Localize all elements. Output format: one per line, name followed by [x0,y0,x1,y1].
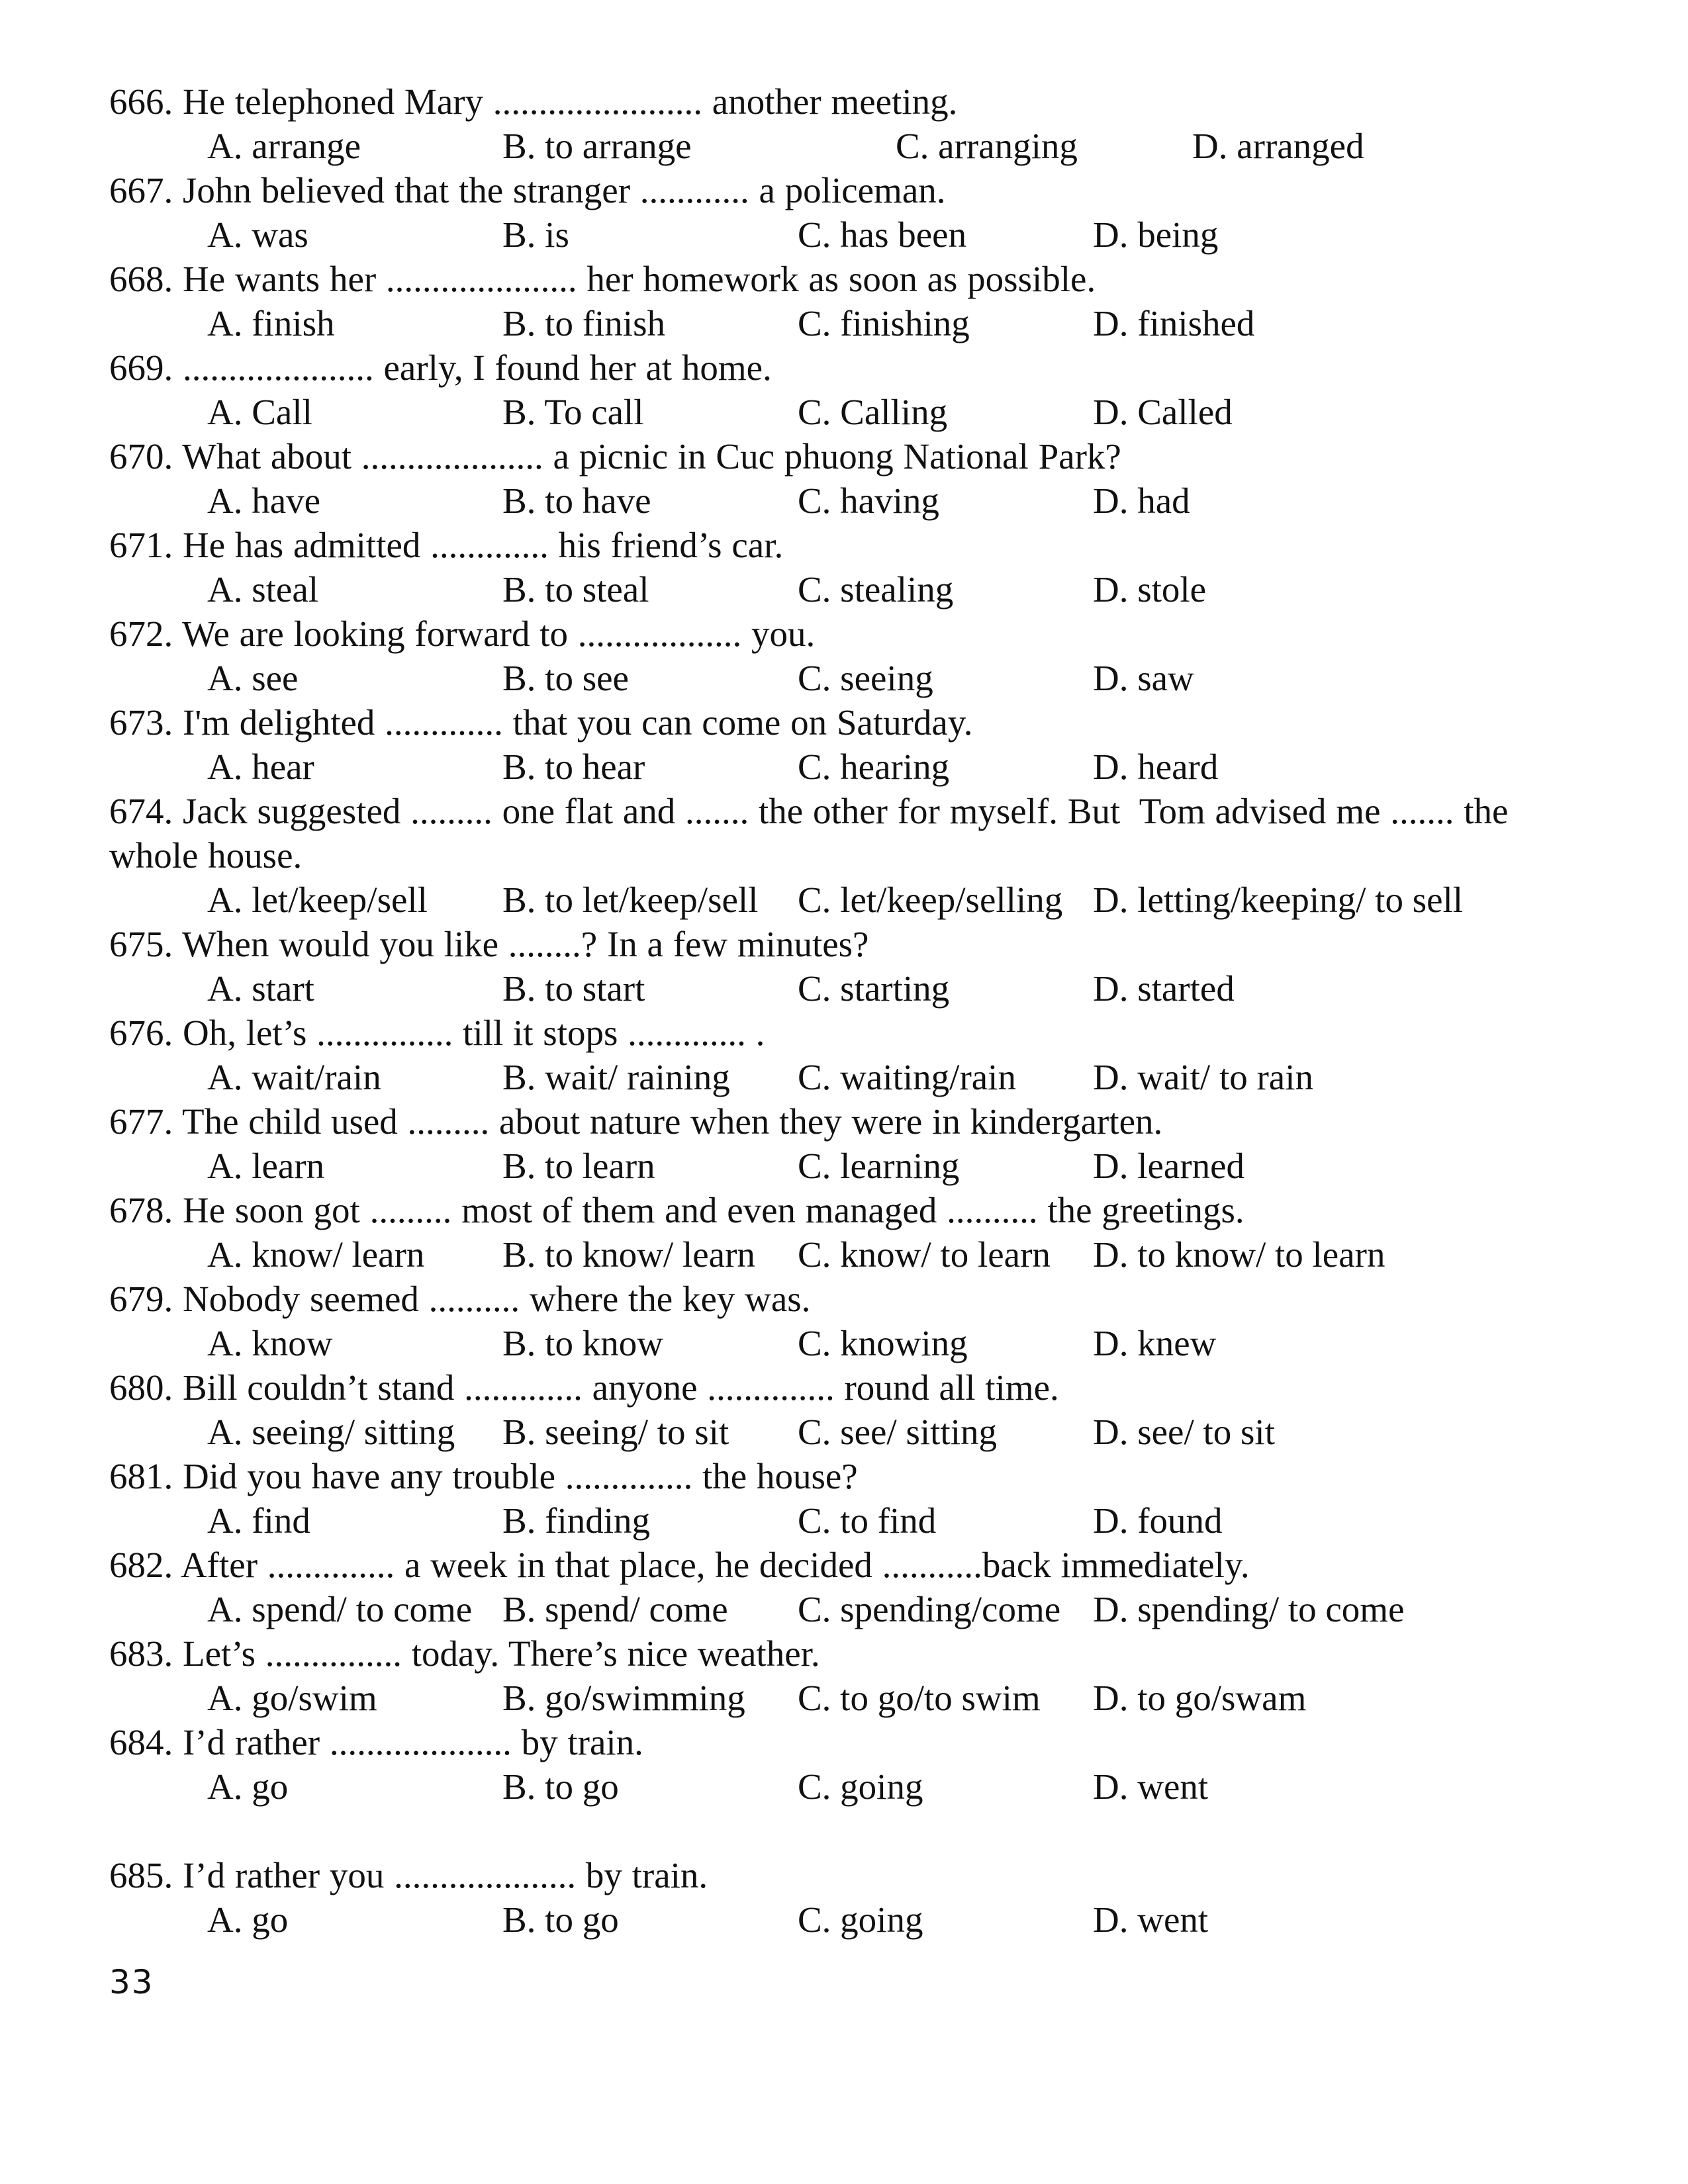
option-c: C. see/ sitting [798,1412,997,1452]
option-b: B. is [502,214,569,255]
question-text: 685. I’d rather you .................... by train. [109,1855,708,1895]
option-b: B. go/swimming [502,1678,745,1718]
answer-options [109,567,1592,612]
option-c: C. know/ to learn [798,1234,1051,1275]
option-c: C. learning [798,1146,960,1186]
question-676 [109,1011,1592,1099]
option-d: D. to go/swam [1093,1678,1307,1718]
question-text: 679. Nobody seemed .......... where the key was. [109,1279,811,1319]
option-b: B. to let/keep/sell [502,880,759,920]
option-c: C. has been [798,214,967,255]
question-text: 680. Bill couldn’t stand ............. anyone .............. round all time. [109,1367,1059,1408]
option-d: D. finished [1093,303,1255,343]
option-a: A. find [207,1500,310,1541]
answer-options [109,1587,1592,1631]
option-a: A. have [207,480,321,521]
option-d: D. learned [1093,1146,1245,1186]
answer-options [109,212,1592,257]
question-text: 667. John believed that the stranger ............ a policeman. [109,170,946,210]
option-d: D. found [1093,1500,1223,1541]
option-d: D. spending/ to come [1093,1589,1405,1629]
question-text: 683. Let’s ............... today. There’s nice weather. [109,1633,820,1674]
question-671 [109,523,1592,612]
option-a: A. arrange [207,126,361,166]
answer-options [109,1321,1592,1365]
option-b: B. wait/ raining [502,1057,730,1097]
option-b: B. to hear [502,747,645,787]
answer-options [109,1055,1592,1099]
question-668 [109,257,1592,345]
option-a: A. start [207,968,314,1009]
option-a: A. let/keep/sell [207,880,428,920]
option-d: D. to know/ to learn [1093,1234,1385,1275]
question-675 [109,922,1592,1011]
option-d: D. being [1093,214,1219,255]
option-b: B. seeing/ to sit [502,1412,729,1452]
question-672 [109,612,1592,700]
option-a: A. see [207,658,299,698]
answer-options [109,1232,1592,1277]
option-b: B. spend/ come [502,1589,728,1629]
question-text: 684. I’d rather .................... by train. [109,1722,643,1762]
option-b: B. finding [502,1500,651,1541]
option-d: D. heard [1093,747,1219,787]
question-text: 673. I'm delighted ............. that you can come on Saturday. [109,702,973,743]
option-d: D. knew [1093,1323,1217,1363]
option-d: D. letting/keeping/ to sell [1093,880,1464,920]
blank-line [109,1809,1592,1853]
option-c: C. let/keep/selling [798,880,1063,920]
question-text: 682. After .............. a week in that place, he decided ...........back immediately. [109,1545,1250,1585]
option-b: B. to have [502,480,651,521]
question-text: 670. What about .................... a picnic in Cuc phuong National Park? [109,436,1121,477]
question-text: 677. The child used ......... about nature when they were in kindergarten. [109,1101,1163,1142]
answer-options [109,1144,1592,1188]
question-685 [109,1853,1592,1942]
question-text: 675. When would you like ........? In a few minutes? [109,924,869,964]
option-d: D. started [1093,968,1235,1009]
answer-options [109,1498,1592,1543]
answer-options [109,878,1592,922]
question-text: 676. Oh, let’s ............... till it stops ............. . [109,1013,765,1053]
option-d: D. went [1093,1899,1209,1940]
option-c: C. starting [798,968,950,1009]
option-a: A. wait/rain [207,1057,381,1097]
question-text: 669. ..................... early, I found her at home. [109,347,772,388]
option-d: D. wait/ to rain [1093,1057,1313,1097]
question-673 [109,700,1592,789]
question-669 [109,345,1592,434]
option-b: B. to start [502,968,645,1009]
option-a: A. steal [207,569,319,610]
answer-options [109,1410,1592,1454]
answer-options [109,301,1592,345]
option-c: C. arranging [896,126,1078,166]
option-d: D. stole [1093,569,1207,610]
option-c: C. seeing [798,658,933,698]
answer-options [109,124,1592,168]
option-b: B. to steal [502,569,649,610]
question-684 [109,1720,1592,1809]
question-678 [109,1188,1592,1277]
question-text: 668. He wants her ..................... her homework as soon as possible. [109,259,1096,299]
question-682 [109,1543,1592,1631]
question-text: 681. Did you have any trouble .............. the house? [109,1456,858,1496]
option-a: A. know/ learn [207,1234,425,1275]
answer-options [109,478,1592,523]
option-c: C. stealing [798,569,954,610]
option-a: A. go [207,1766,289,1807]
option-a: A. finish [207,303,335,343]
option-b: B. to see [502,658,629,698]
question-670 [109,434,1592,523]
option-c: C. Calling [798,392,948,432]
option-b: B. to learn [502,1146,655,1186]
answer-options [109,745,1592,789]
option-d: D. Called [1093,392,1233,432]
option-b: B. to know [502,1323,663,1363]
question-666 [109,79,1592,168]
question-674 [109,789,1592,922]
answer-options [109,966,1592,1011]
option-c: C. going [798,1766,923,1807]
option-c: C. knowing [798,1323,968,1363]
question-679 [109,1277,1592,1365]
answer-options [109,1897,1592,1942]
option-c: C. waiting/rain [798,1057,1016,1097]
option-c: C. spending/come [798,1589,1061,1629]
option-b: B. to arrange [502,126,692,166]
option-a: A. spend/ to come [207,1589,473,1629]
option-a: A. learn [207,1146,325,1186]
question-text: 672. We are looking forward to .................. you. [109,614,816,654]
question-681 [109,1454,1592,1543]
option-a: A. was [207,214,308,255]
option-c: C. going [798,1899,923,1940]
option-a: A. Call [207,392,312,432]
option-a: A. go/swim [207,1678,377,1718]
page-number: 33 [109,1963,154,2001]
option-d: D. saw [1093,658,1194,698]
option-c: C. hearing [798,747,950,787]
option-b: B. to go [502,1899,619,1940]
option-d: D. see/ to sit [1093,1412,1275,1452]
option-c: C. to go/to swim [798,1678,1041,1718]
option-c: C. to find [798,1500,937,1541]
option-a: A. know [207,1323,333,1363]
question-667 [109,168,1592,257]
option-a: A. go [207,1899,289,1940]
question-text: 678. He soon got ......... most of them and even managed .......... the greetings. [109,1190,1244,1230]
option-d: D. went [1093,1766,1209,1807]
question-text: 674. Jack suggested ......... one flat and ....... the other for myself. But Tom advised me ....... the whole house. [109,791,1519,876]
option-c: C. finishing [798,303,970,343]
question-683 [109,1631,1592,1720]
option-b: B. To call [502,392,644,432]
answer-options [109,1676,1592,1720]
question-list [109,79,1592,1942]
option-b: B. to know/ learn [502,1234,755,1275]
option-c: C. having [798,480,939,521]
option-b: B. to finish [502,303,665,343]
question-677 [109,1099,1592,1188]
option-a: A. seeing/ sitting [207,1412,455,1452]
question-text: 671. He has admitted ............. his friend’s car. [109,525,784,565]
option-b: B. to go [502,1766,619,1807]
answer-options [109,390,1592,434]
option-a: A. hear [207,747,314,787]
question-680 [109,1365,1592,1454]
option-d: D. arranged [1192,126,1364,166]
answer-options [109,656,1592,700]
answer-options [109,1764,1592,1809]
option-d: D. had [1093,480,1190,521]
question-text: 666. He telephoned Mary ....................... another meeting. [109,81,958,122]
